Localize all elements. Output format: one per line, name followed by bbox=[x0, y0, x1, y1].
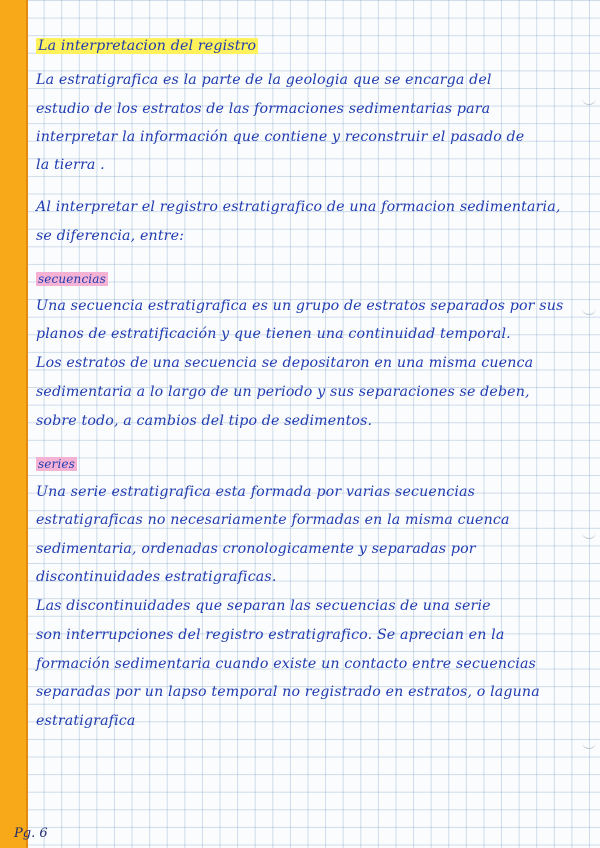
intro-line: interpretar la información que contiene y reconstruir el pasado de bbox=[36, 129, 525, 145]
page-number: Pg. 6 bbox=[14, 826, 48, 841]
series-line: sedimentaria, ordenadas cronologicamente y separadas por bbox=[36, 541, 476, 557]
secuencias-line: Una secuencia estratigrafica es un grupo de estratos separados por sus bbox=[36, 298, 564, 314]
series-line: estratigrafica bbox=[36, 713, 136, 729]
binder-hole bbox=[582, 530, 596, 539]
series-line: formación sedimentaria cuando existe un contacto entre secuencias bbox=[36, 656, 536, 672]
series-line: estratigraficas no necesariamente formadas en la misma cuenca bbox=[36, 512, 510, 528]
secuencias-line: sobre todo, a cambios del tipo de sedimentos. bbox=[36, 413, 373, 429]
series-line: separadas por un lapso temporal no registrado en estratos, o laguna bbox=[36, 684, 540, 700]
page-title: La interpretacion del registro bbox=[38, 38, 257, 54]
series-line: son interrupciones del registro estratigrafico. Se aprecian en la bbox=[36, 627, 505, 643]
secuencias-line: planos de estratificación y que tienen una continuidad temporal. bbox=[36, 326, 511, 342]
series-line: Las discontinuidades que separan las secuencias de una serie bbox=[36, 598, 491, 614]
intro-line: la tierra . bbox=[36, 157, 105, 173]
series-line: Una serie estratigrafica esta formada por varias secuencias bbox=[36, 484, 476, 500]
intro-line: La estratigrafica es la parte de la geologia que se encarga del bbox=[36, 72, 492, 88]
margin-line bbox=[26, 0, 28, 848]
series-line: discontinuidades estratigraficas. bbox=[36, 569, 277, 585]
margin-strip bbox=[0, 0, 26, 848]
section-heading-secuencias: secuencias bbox=[38, 272, 106, 286]
binder-hole bbox=[582, 740, 596, 749]
differentiate-line: Al interpretar el registro estratigrafico de una formacion sedimentaria, bbox=[36, 199, 561, 215]
section-heading-series: series bbox=[38, 457, 75, 471]
intro-line: estudio de los estratos de las formaciones sedimentarias para bbox=[36, 101, 491, 117]
binder-hole bbox=[582, 96, 596, 105]
secuencias-line: Los estratos de una secuencia se depositaron en una misma cuenca bbox=[36, 355, 534, 371]
differentiate-line: se diferencia, entre: bbox=[36, 228, 185, 244]
binder-hole bbox=[582, 306, 596, 315]
secuencias-line: sedimentaria a lo largo de un periodo y sus separaciones se deben, bbox=[36, 384, 530, 400]
